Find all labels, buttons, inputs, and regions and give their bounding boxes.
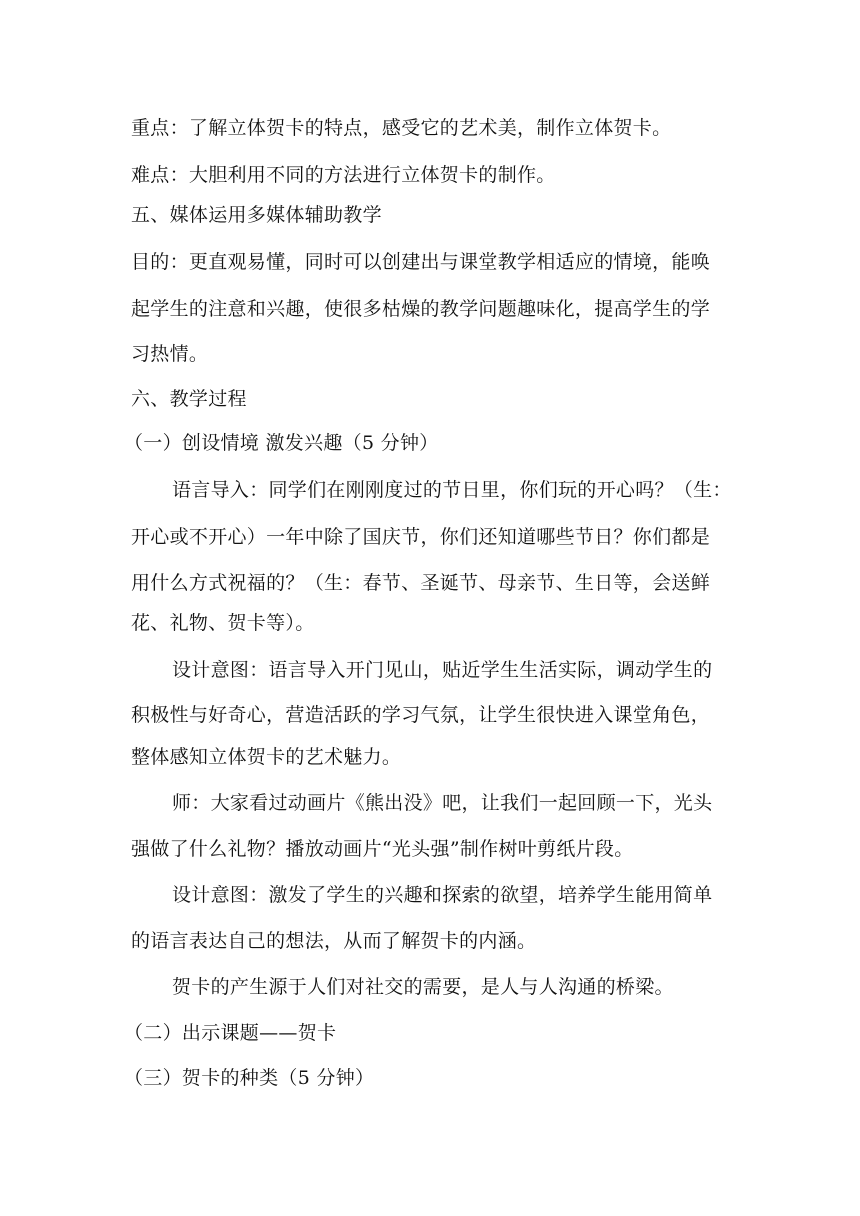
paragraph-line: 目的：更直观易懂，同时可以创建出与课堂教学相适应的情境，能唤 xyxy=(131,251,711,273)
paragraph-line: 起学生的注意和兴趣，使很多枯燥的教学问题趣味化，提高学生的学 xyxy=(131,298,711,320)
paragraph-line: 积极性与好奇心，营造活跃的学习气氛，让学生很快进入课堂角色， xyxy=(131,704,711,726)
section-heading-media: 五、媒体运用多媒体辅助教学 xyxy=(131,204,382,226)
paragraph-line: 强做了什么礼物？播放动画片“光头强”制作树叶剪纸片段。 xyxy=(131,838,634,860)
subsection-heading-1: （一）创设情境 激发兴趣（5 分钟） xyxy=(124,432,439,454)
paragraph-line: 贺卡的产生源于人们对社交的需要，是人与人沟通的桥梁。 xyxy=(172,976,674,998)
subsection-heading-2: （二）出示课题——贺卡 xyxy=(124,1022,337,1044)
section-heading-process: 六、教学过程 xyxy=(131,388,247,410)
paragraph-line: 语言导入：同学们在刚刚度过的节日里，你们玩的开心吗？（生： xyxy=(172,479,732,501)
paragraph-line: 习热情。 xyxy=(131,343,209,365)
paragraph-line: 设计意图：语言导入开门见山，贴近学生生活实际，调动学生的 xyxy=(172,659,713,681)
paragraph-line: 的语言表达自己的想法，从而了解贺卡的内涵。 xyxy=(131,930,537,952)
paragraph-line: 花、礼物、贺卡等）。 xyxy=(131,612,315,634)
paragraph-line: 师：大家看过动画片《熊出没》吧，让我们一起回顾一下，光头 xyxy=(172,792,713,814)
paragraph-line: 用什么方式祝福的？（生：春节、圣诞节、母亲节、生日等，会送鲜 xyxy=(131,572,711,594)
difficulty-line: 难点：大胆利用不同的方法进行立体贺卡的制作。 xyxy=(131,164,556,186)
subsection-heading-3: （三）贺卡的种类（5 分钟） xyxy=(124,1067,375,1089)
paragraph-line: 整体感知立体贺卡的艺术魅力。 xyxy=(131,746,402,768)
key-point-line: 重点：了解立体贺卡的特点，感受它的艺术美，制作立体贺卡。 xyxy=(131,117,672,139)
paragraph-line: 开心或不开心）一年中除了国庆节，你们还知道哪些节日？你们都是 xyxy=(131,526,711,548)
paragraph-line: 设计意图：激发了学生的兴趣和探索的欲望，培养学生能用简单 xyxy=(172,884,713,906)
